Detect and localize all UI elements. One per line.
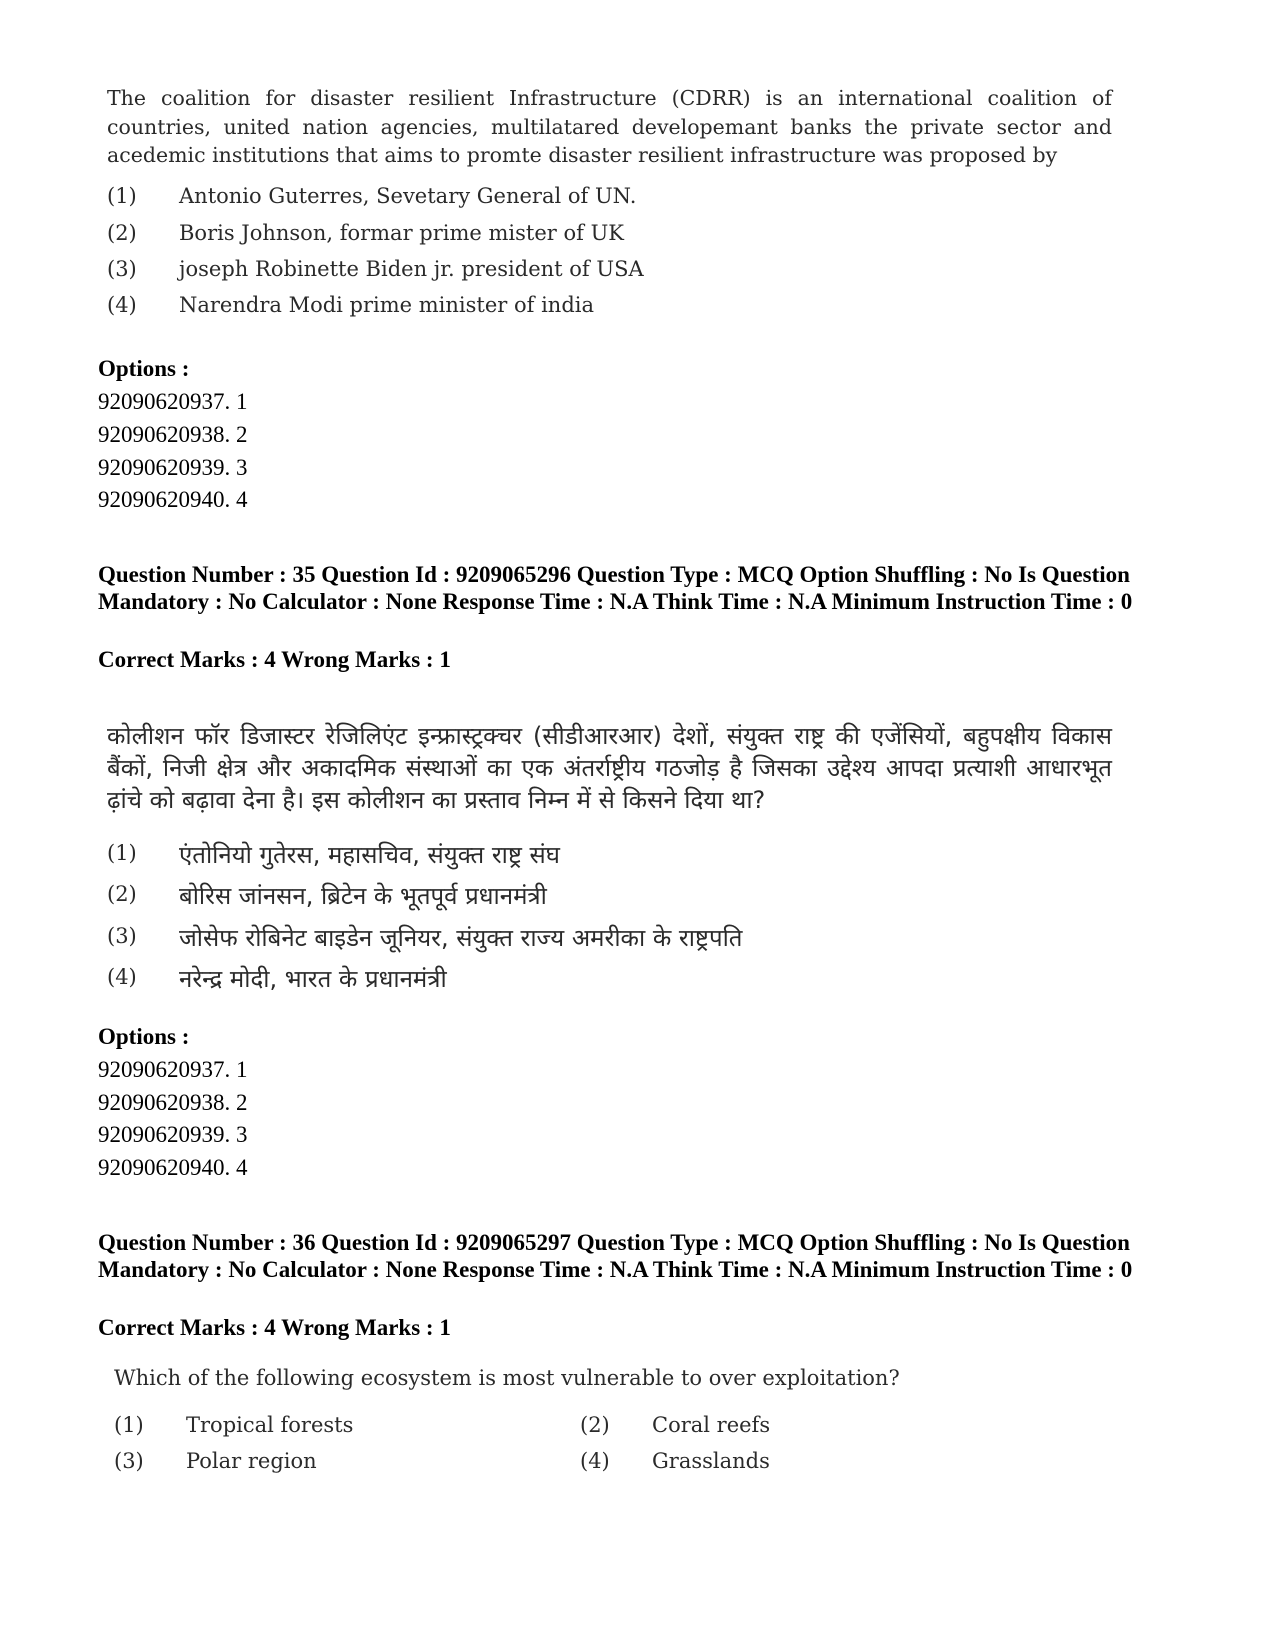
choice-number: (3) <box>107 924 137 948</box>
choice-text: बोरिस जांनसन, ब्रिटेन के भूतपूर्व प्रधानमंत्री <box>179 882 547 910</box>
choice-number: (4) <box>580 1449 610 1473</box>
choice-text: joseph Robinette Biden jr. president of USA <box>179 257 644 281</box>
question-35-text: कोलीशन फॉर डिजास्टर रेजिलिएंट इन्फ्रास्ट्रक्चर (सीडीआरआर) देशों, संयुक्त राष्ट्र की एजेंसियों, बहुपक्षीय विकास बैंकों, निजी क्षेत्र और अकादमिक संस्थाओं का एक अंतर्राष्ट्रीय गठजोड़ है जिसका उद्देश्य आपदा प्रत्याशी आधारभूत ढ़ांचे को बढ़ावा देना है। इस कोलीशन का प्रस्ताव निम्न में से किसने दिया था? <box>107 722 1112 814</box>
choice-number: (2) <box>107 221 137 245</box>
choice-text: Coral reefs <box>652 1413 771 1437</box>
choice-text: Polar region <box>186 1449 317 1473</box>
option-id: 92090620937. 1 <box>98 389 248 414</box>
choice-number: (2) <box>107 882 137 906</box>
choice-number: (3) <box>107 257 137 281</box>
choice-number: (4) <box>107 293 137 317</box>
choice-text: Tropical forests <box>186 1413 354 1437</box>
choice-number: (4) <box>107 965 137 989</box>
options-heading: Options : <box>98 1024 190 1049</box>
choice-text: Boris Johnson, formar prime mister of UK <box>179 221 624 245</box>
choice-number: (3) <box>114 1449 144 1473</box>
question-36-marks: Correct Marks : 4 Wrong Marks : 1 <box>98 1315 451 1340</box>
option-id: 92090620940. 4 <box>98 1155 248 1180</box>
choice-text: Antonio Guterres, Sevetary General of UN. <box>179 184 637 208</box>
choice-number: (1) <box>107 184 137 208</box>
choice-text: नरेन्द्र मोदी, भारत के प्रधानमंत्री <box>179 965 447 993</box>
choice-number: (1) <box>114 1413 144 1437</box>
option-id: 92090620938. 2 <box>98 422 248 447</box>
choice-text: एंतोनियो गुतेरस, महासचिव, संयुक्त राष्ट्र संघ <box>179 841 560 869</box>
choice-text: Narendra Modi prime minister of india <box>179 293 594 317</box>
option-id: 92090620939. 3 <box>98 455 248 480</box>
choice-text: जोसेफ रोबिनेट बाइडेन जूनियर, संयुक्त राज्य अमरीका के राष्ट्रपति <box>179 924 743 952</box>
question-35-marks: Correct Marks : 4 Wrong Marks : 1 <box>98 647 451 672</box>
choice-text: Grasslands <box>652 1449 770 1473</box>
choice-number: (2) <box>580 1413 610 1437</box>
question-36-meta: Question Number : 36 Question Id : 9209065297 Question Type : MCQ Option Shuffling : No Is Question Mandatory : No Calculator : None Response Time : N.A Think Time : N.A Minimum Instruction Time : 0 <box>98 1230 1133 1282</box>
choice-number: (1) <box>107 841 137 865</box>
question-36-text: Which of the following ecosystem is most vulnerable to over exploitation? <box>114 1366 900 1390</box>
option-id: 92090620940. 4 <box>98 487 248 512</box>
question-34-text: The coalition for disaster resilient Infrastructure (CDRR) is an international coalition of countries, united nation agencies, multilatared developemant banks the private sector and acedemic institutions that aims to promte disaster resilient infrastructure was proposed by <box>107 86 1112 167</box>
options-heading: Options : <box>98 356 190 381</box>
question-35-meta: Question Number : 35 Question Id : 9209065296 Question Type : MCQ Option Shuffling : No Is Question Mandatory : No Calculator : None Response Time : N.A Think Time : N.A Minimum Instruction Time : 0 <box>98 562 1133 614</box>
option-id: 92090620938. 2 <box>98 1090 248 1115</box>
option-id: 92090620939. 3 <box>98 1122 248 1147</box>
option-id: 92090620937. 1 <box>98 1057 248 1082</box>
